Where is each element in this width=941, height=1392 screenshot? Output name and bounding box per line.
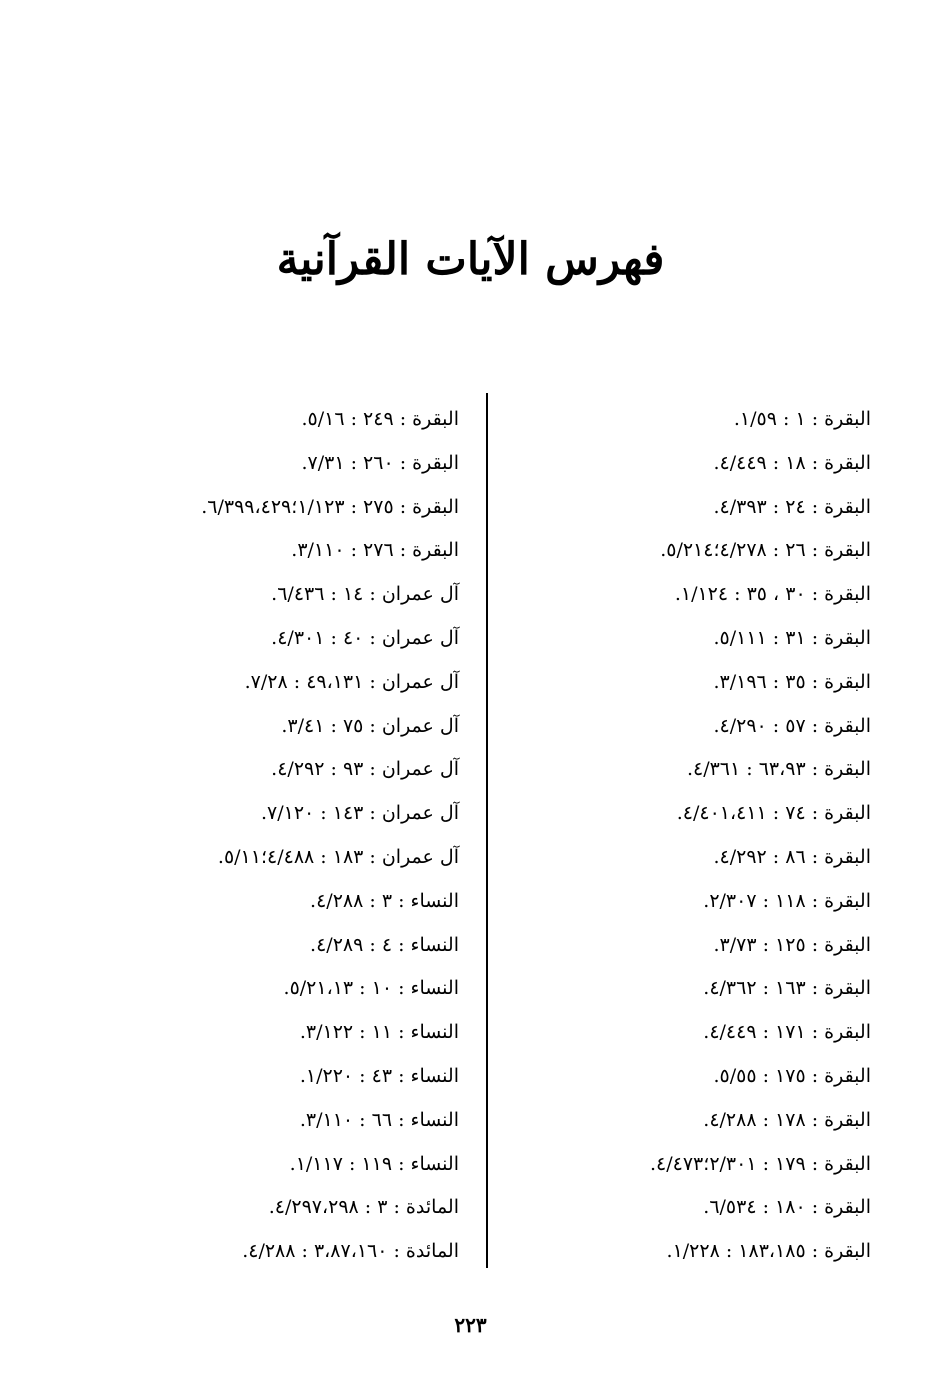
index-entry: البقرة : ٣٥ : ٣/١٩٦.: [713, 670, 871, 693]
index-entry: البقرة : ١٧١ : ٤/٤٤٩.: [703, 1021, 871, 1044]
index-entry: آل عمران : ٧٥ : ٣/٤١.: [281, 714, 459, 737]
index-entry: آل عمران : ١٨٣ : ٤/٤٨٨؛٥/١١.: [217, 845, 459, 868]
index-entry: البقرة : ٣٠ ، ٣٥ : ١/١٢٤.: [674, 583, 871, 606]
page-number: ٢٢٣: [454, 1313, 487, 1337]
index-entry: آل عمران : ١٤ : ٦/٤٣٦.: [271, 583, 459, 606]
index-entry: النساء : ٤ : ٤/٢٨٩.: [310, 933, 459, 956]
index-entry: البقرة : ١٨٠ : ٦/٥٣٤.: [703, 1196, 871, 1219]
index-entry: النساء : ١١ : ٣/١٢٢.: [299, 1021, 459, 1044]
index-entry: البقرة : ٣١ : ٥/١١١.: [713, 626, 871, 649]
index-entry: البقرة : ٢٦ : ٤/٢٧٨؛٥/٢١٤.: [660, 539, 871, 562]
index-entry: آل عمران : ٩٣ : ٤/٢٩٢.: [271, 758, 459, 781]
index-column-right: [501, 398, 871, 1274]
index-entry: البقرة : ٦٣،٩٣ : ٤/٣٦١.: [686, 758, 871, 781]
index-entry: النساء : ٦٦ : ٣/١١٠.: [299, 1108, 459, 1131]
index-entry: البقرة : ١٨٣،١٨٥ : ١/٢٢٨.: [666, 1240, 871, 1263]
index-entry: البقرة : ١ : ١/٥٩.: [733, 408, 871, 430]
index-entry: المائدة : ٣ : ٤/٢٩٧،٢٩٨.: [268, 1196, 459, 1219]
index-entry: البقرة : ١٢٥ : ٣/٧٣.: [713, 933, 871, 956]
index-entry: البقرة : ٢٤ : ٤/٣٩٣.: [713, 495, 871, 518]
index-entry: آل عمران : ٤٠ : ٤/٣٠١.: [271, 626, 459, 649]
index-entry: النساء : ١١٩ : ١/١١٧.: [289, 1152, 459, 1175]
index-entry: البقرة : ٥٧ : ٤/٢٩٠.: [713, 714, 871, 737]
index-entry: النساء : ٤٣ : ١/٢٢٠.: [299, 1064, 459, 1087]
index-entry: البقرة : ١٨ : ٤/٤٤٩.: [713, 451, 871, 474]
column-divider: [486, 393, 488, 1268]
index-entry: النساء : ١٠ : ٥/٢١،١٣.: [283, 977, 459, 1000]
index-entry: البقرة : ١٧٩ : ٢/٣٠١؛٤/٤٧٣.: [649, 1152, 871, 1175]
index-entry: آل عمران : ٤٩،١٣١ : ٧/٢٨.: [244, 670, 459, 693]
page-title: فهرس الآيات القرآنية: [276, 234, 665, 286]
index-column-left: [59, 398, 459, 1274]
index-entry: البقرة : ١٧٨ : ٤/٢٨٨.: [703, 1108, 871, 1131]
index-entry: النساء : ٣ : ٤/٢٨٨.: [310, 889, 459, 912]
index-entry: البقرة : ٨٦ : ٤/٢٩٢.: [713, 845, 871, 868]
index-entry: البقرة : ٢٧٥ : ١/١٢٣؛٦/٣٩٩،٤٢٩.: [201, 495, 459, 518]
index-entry: المائدة : ٣،٨٧،١٦٠ : ٤/٢٨٨.: [242, 1240, 459, 1263]
index-entry: آل عمران : ١٤٣ : ٧/١٢٠.: [260, 802, 459, 825]
index-entry: البقرة : ٧٤ : ٤/٤٠١،٤١١.: [676, 802, 871, 825]
index-entry: البقرة : ١١٨ : ٢/٣٠٧.: [703, 889, 871, 912]
index-entry: البقرة : ١٦٣ : ٤/٣٦٢.: [703, 977, 871, 1000]
index-entry: البقرة : ٢٤٩ : ٥/١٦.: [301, 408, 459, 430]
index-entry: البقرة : ٢٦٠ : ٧/٣١.: [301, 451, 459, 474]
index-entry: البقرة : ١٧٥ : ٥/٥٥.: [713, 1064, 871, 1087]
index-entry: البقرة : ٢٧٦ : ٣/١١٠.: [291, 539, 459, 562]
